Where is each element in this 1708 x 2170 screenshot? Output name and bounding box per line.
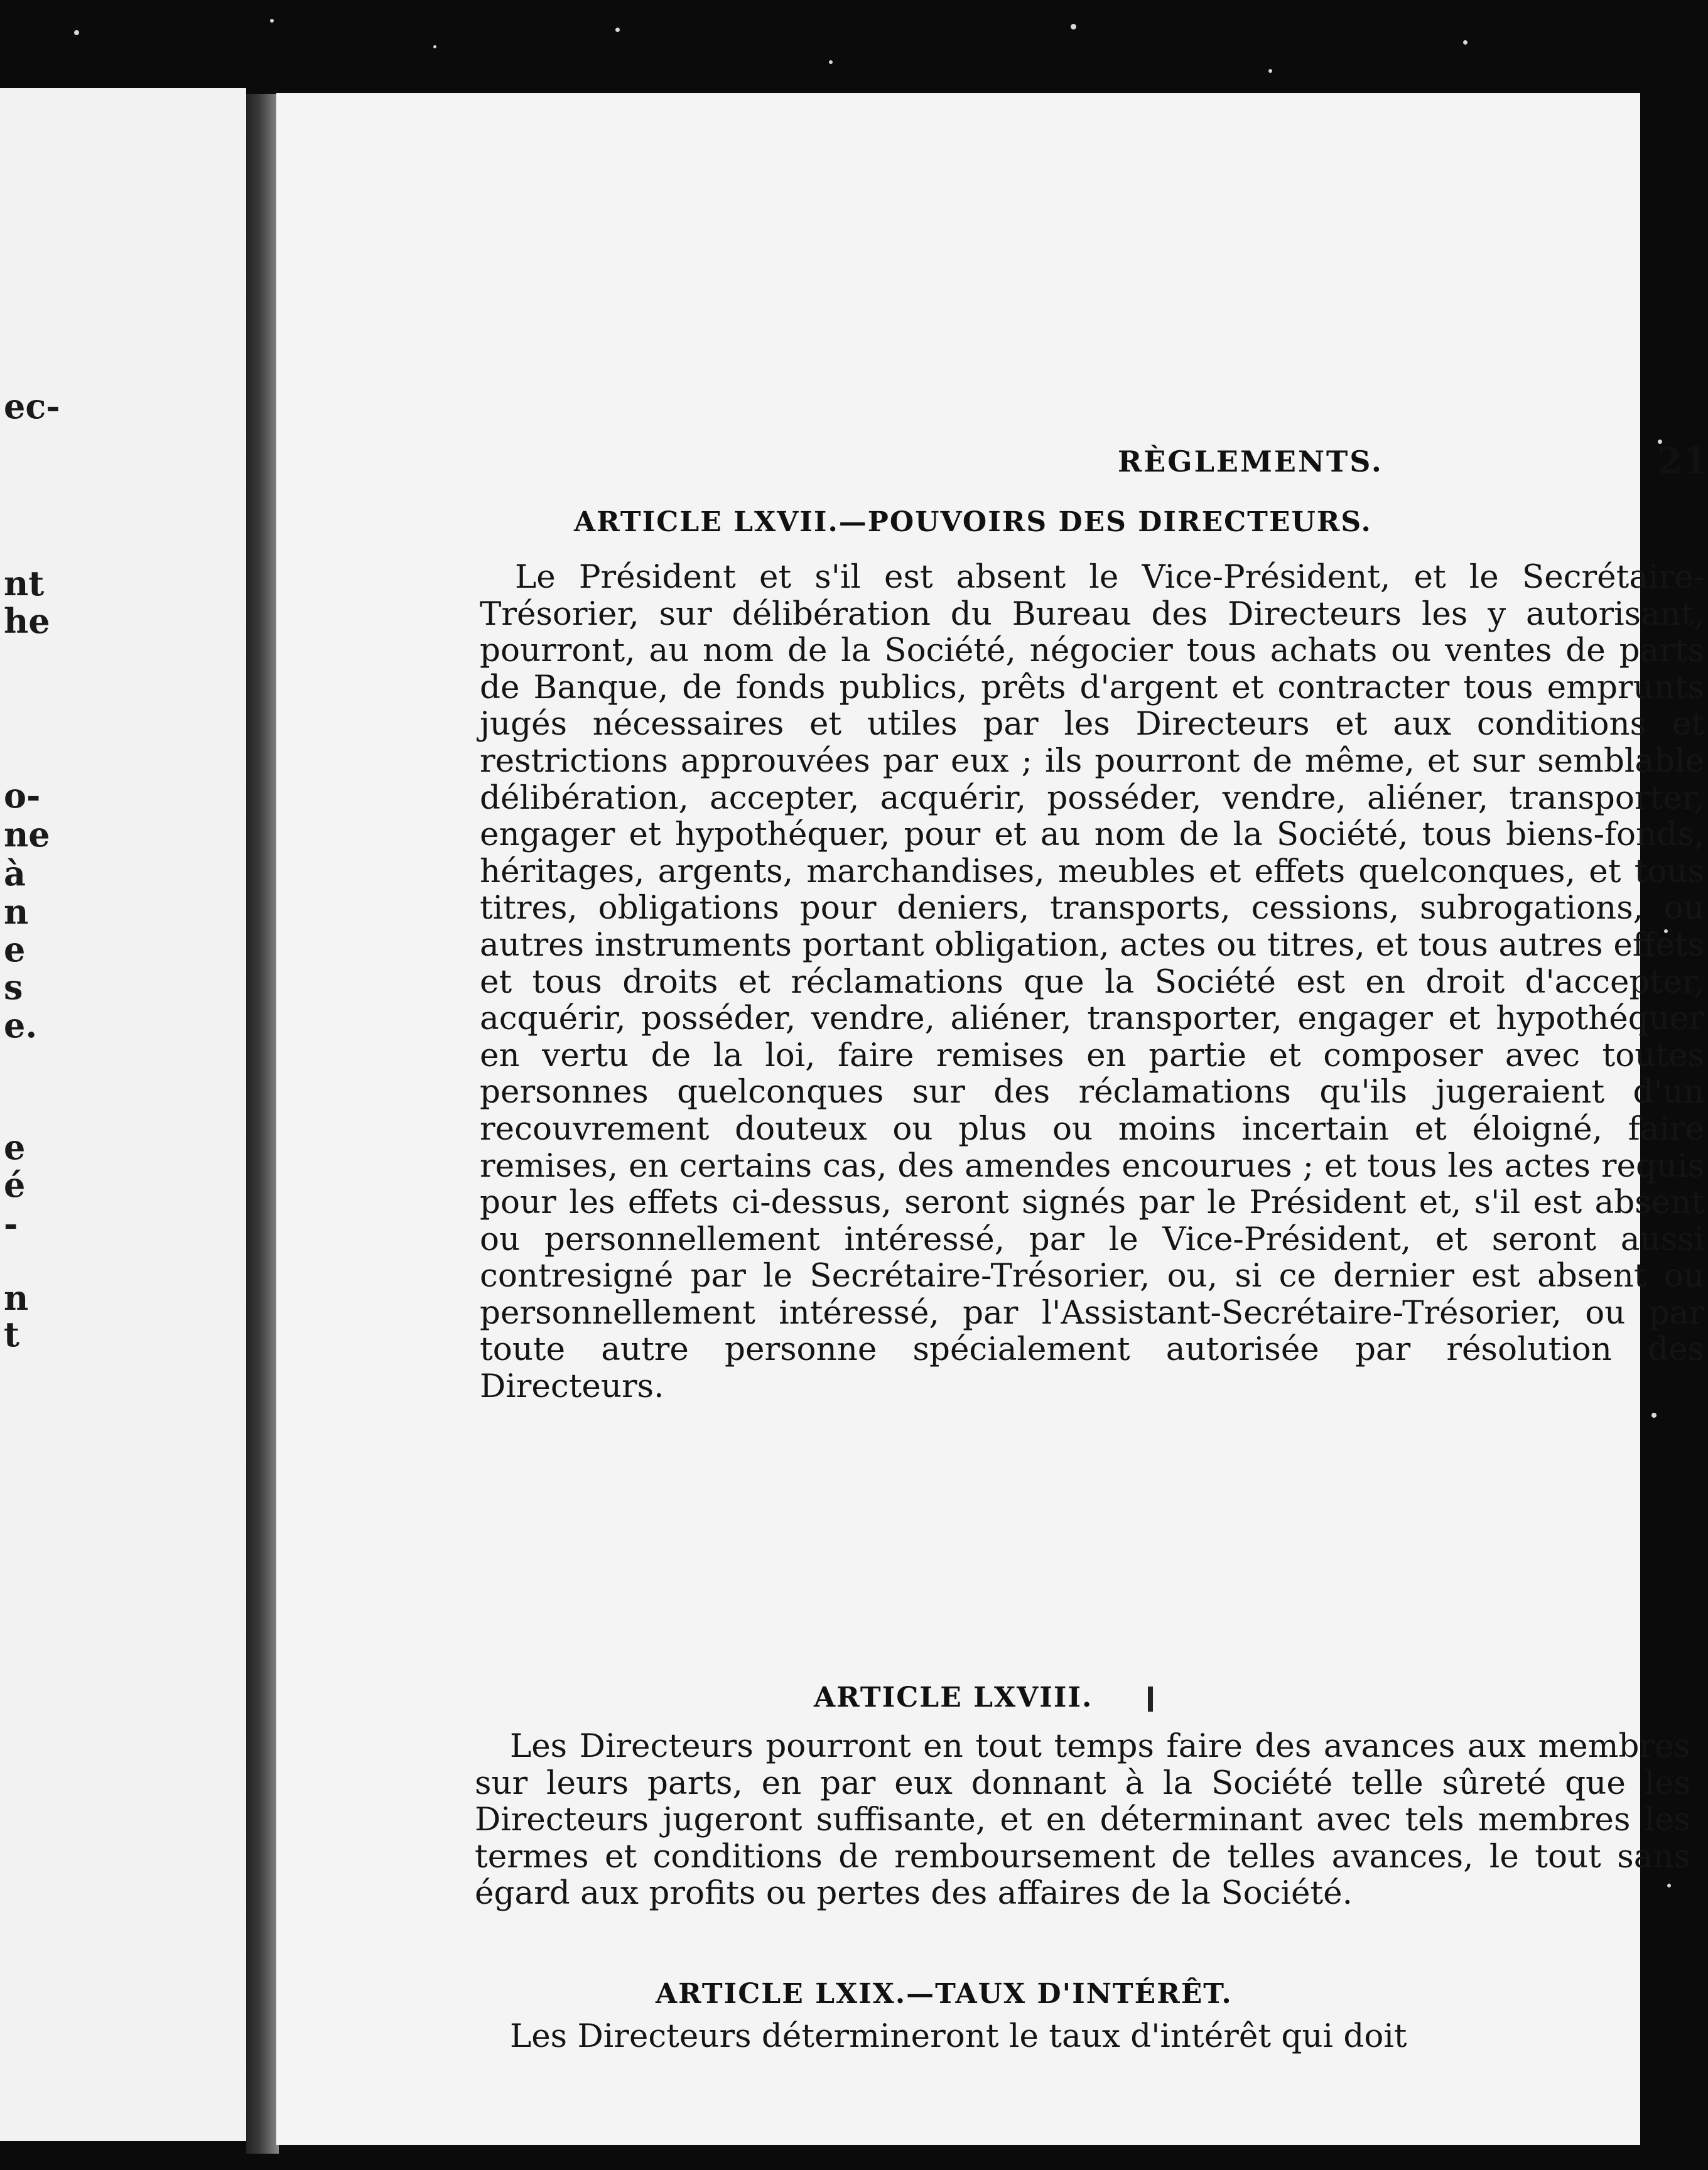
article-heading: ARTICLE LXVII.—POUVOIRS DES DIRECTEURS.	[574, 506, 1372, 538]
fragment-line: o-	[4, 775, 41, 816]
running-header	[465, 440, 1708, 489]
running-title: RÈGLEMENTS.	[1118, 445, 1383, 478]
fragment-line: ec-	[4, 386, 60, 426]
fragment-line: e.	[4, 1005, 38, 1045]
article-heading: ARTICLE LXVIII.	[814, 1681, 1093, 1714]
article-heading: ARTICLE LXIX.—TAUX D'INTÉRÊT.	[656, 1978, 1233, 2010]
main-page	[276, 93, 1708, 2145]
page-gutter	[246, 94, 279, 2154]
article-body	[480, 559, 1704, 1405]
previous-page-text-fragments	[0, 88, 246, 2141]
fragment-line: s	[4, 967, 23, 1007]
previous-page-fragment	[0, 88, 246, 2141]
article-body-text: Le Président et s'il est absent le Vice-Président, et le Secrétaire-Trésorier, sur délibération du Bureau des Directeurs les y autorisant, pourront, au nom de la Société, négocier tous achats ou ventes de parts de Banque, de fonds publics, prêts d'argent et contracter tous emprunts jugés nécessaires et utiles par les Directeurs et aux conditions et restrictions approuvées par eux ; ils pourront de même, et sur semblable délibération, accepter, acquérir, posséder, vendre, aliéner, transporter, engager et hypothéquer, pour et au nom de la Société, tous biens-fonds, héritages, argents, marchandises, meubles et effets quelconques, et tous titres, obligations pour deniers, transports, cessions, subrogations, ou autres instruments portant obligation, actes ou titres, et tous autres effets et tous droits et réclamations que la Société est en droit d'accepter, acquérir, posséder, vendre, aliéner, transporter, engager et hypothéquer en vertu de la loi, faire remises en partie et composer avec toutes personnes quelconques sur des réclamations qu'ils jugeraient d'un recouvrement douteux ou plus ou moins incertain et éloigné, faire remises, en certains cas, des amendes encourues ; et tous les actes requis pour les effets ci-dessus, seront signés par le Président et, s'il est absent ou personnellement intéressé, par le Vice-Président, et seront aussi contresigné par le Secrétaire-Trésorier, ou, si ce dernier est absent ou personnellement intéressé, par l'Assistant-Secrétaire-Trésorier, ou par toute autre personne spécialement autorisée par résolution des Directeurs.	[480, 558, 1704, 1406]
fragment-line: à	[4, 853, 26, 893]
article-body	[475, 2018, 1690, 2055]
page-number: 21	[1657, 440, 1708, 482]
stray-mark	[1148, 1687, 1153, 1712]
article-body-text: Les Directeurs pourront en tout temps faire des avances aux membres sur leurs parts, en par eux donnant à la Société telle sûreté que les Directeurs jugeront suffisante, et en déterminant avec tels membres les termes et conditions de remboursement de telles avances, le tout sans égard aux profits ou pertes des affaires de la Société.	[475, 1727, 1690, 1913]
fragment-line: t	[4, 1314, 19, 1354]
article-body-text: Les Directeurs détermineront le taux d'intérêt qui doit	[510, 2017, 1407, 2055]
fragment-line: é	[4, 1165, 26, 1205]
fragment-line: n	[4, 892, 29, 932]
fragment-line: e	[4, 929, 26, 969]
fragment-line: ne	[4, 814, 50, 855]
fragment-line: e	[4, 1127, 26, 1167]
fragment-line: nt	[4, 563, 45, 603]
article-body	[475, 1728, 1690, 1912]
fragment-line: n	[4, 1278, 29, 1318]
fragment-line: he	[4, 601, 50, 641]
fragment-line: -	[4, 1204, 18, 1244]
